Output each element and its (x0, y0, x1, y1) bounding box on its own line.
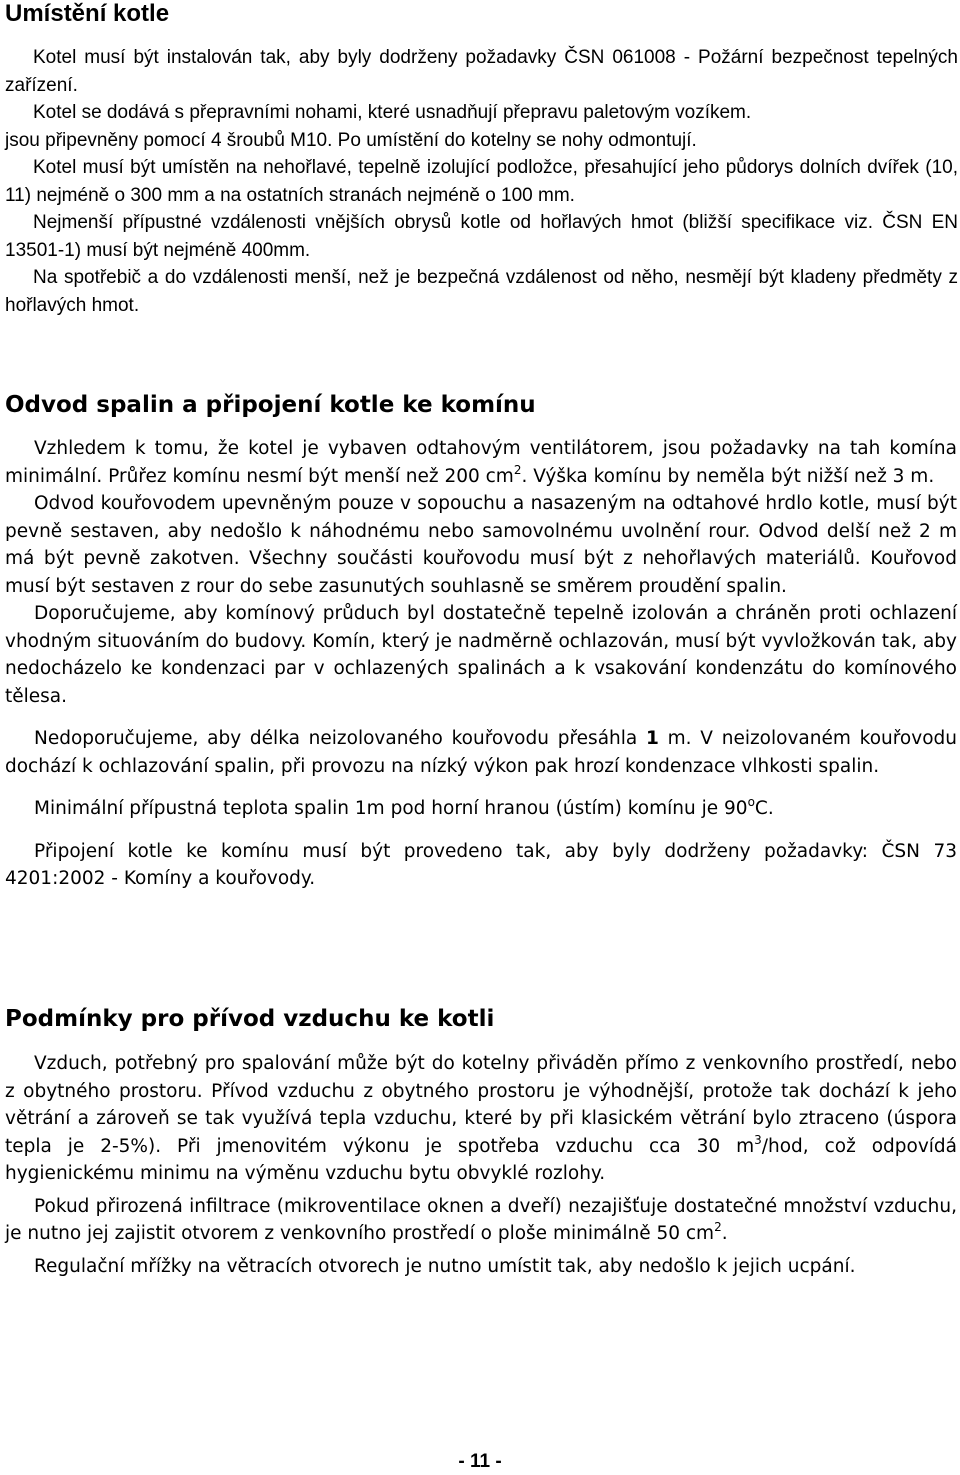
text-run: Vzduch, potřebný pro spalování může být do kotelny přiváděn přímo z venkovního prostředí, nebo z obytného prostoru. Přívod vzduchu z obytného prostoru je výhodnější, protože tak dochází k jeho větrání a zároveň se tak využívá tepla vzduchu, které by při klasickém větrání bylo ztraceno (úspora tepla je 2-5%). Při jmenovitém výkonu je spotřeba vzduchu cca 30 m (5, 1053, 957, 1157)
paragraph (5, 1193, 957, 1248)
superscript: o (747, 795, 755, 809)
section-title: Umístění kotle (5, 0, 170, 27)
paragraph: Připojení kotle ke komínu musí být provedeno tak, aby byly dodrženy požadavky: ČSN 73 4201:2002 - Komíny a kouřovody. (5, 840, 957, 889)
paragraph (5, 1050, 957, 1188)
paragraph: Kotel se dodává s přepravními nohami, které usnadňují přepravu paletovým vozíkem. (33, 102, 752, 123)
paragraph (5, 795, 957, 823)
bold-text: 1 (646, 728, 659, 749)
paragraph: Nejmenší přípustné vzdálenosti vnějších obrysů kotle od hořlavých hmot (bližší specifikace viz. ČSN EN 13501-1) musí být nejméně 400mm. (5, 212, 958, 261)
section-body (5, 44, 958, 319)
page-number: - 11 - (458, 1451, 502, 1472)
text-run: Minimální přípustná teplota spalin 1m pod horní hranou (ústím) komínu je 90 (34, 798, 748, 819)
text-run: m. V neizolovaném kouřovodu dochází k ochlazování spalin, při provozu na nízký výkon pak hrozí kondenzace vlhkosti spalin. (5, 728, 957, 777)
paragraph: Odvod kouřovodem upevněným pouze v sopouchu a nasazeným na odtahové hrdlo kotle, musí být pevně sestaven, aby nedošlo k náhodnému nebo samovolnému uvolnění rour. Odvod delší než 2 m má být pevně zakotven. Všechny součásti kouřovodu musí být z nehořlavých materiálů. Kouřovod musí být sestaven z rour do sebe zasunutých souhlasně se směrem proudění spalin. (5, 493, 957, 597)
paragraph (5, 725, 957, 780)
superscript: 3 (754, 1132, 762, 1147)
text-run: Vzhledem k tomu, že kotel je vybaven odtahovým ventilátorem, jsou požadavky na tah komína minimální. Průřez komínu nesmí být menší než 200 cm (5, 438, 957, 487)
section-body (5, 435, 957, 893)
text-run: /hod, což odpovídá hygienickému minimu na výměnu vzduchu bytu obvyklé rozlohy. (5, 1135, 957, 1184)
paragraph: Regulační mřížky na větracích otvorech je nutno umístit tak, aby nedošlo k jejich ucpání. (34, 1255, 856, 1277)
paragraph: Doporučujeme, aby komínový průduch byl dostatečně tepelně izolován a chráněn proti ochlazení vhodným situováním do budovy. Komín, který je nadměrně ochlazován, musí být vyvložkován tak, aby nedocházelo ke kondenzaci par v ochlazených spalinách a k vsakování kondenzátu do komínového tělesa. (5, 603, 957, 707)
section-title: Odvod spalin a připojení kotle ke komínu (5, 392, 536, 418)
paragraph: Na spotřebič a do vzdálenosti menší, než je bezpečná vzdálenost od něho, nesmějí být kladeny předměty z hořlavých hmot. (5, 267, 958, 316)
superscript: 2 (513, 462, 522, 477)
section-body (5, 1050, 957, 1280)
paragraph: Kotel musí být instalován tak, aby byly dodrženy požadavky ČSN 061008 - Požární bezpečnost tepelných zařízení. (5, 47, 958, 96)
text-run: Pokud přirozená infiltrace (mikroventilace oknen a dveří) nezajišťuje dostatečné množství vzduchu, je nutno jej zajistit otvorem z venkovního prostředí o ploše minimálně 50 cm (5, 1195, 957, 1244)
section-title: Podmínky pro přívod vzduchu ke kotli (5, 1006, 495, 1032)
paragraph (5, 435, 957, 490)
superscript: 2 (714, 1220, 722, 1234)
text-run: Nedoporučujeme, aby délka neizolovaného kouřovodu přesáhla (34, 728, 646, 749)
text-run: C. (754, 798, 774, 819)
paragraph: Kotel musí být umístěn na nehořlavé, tepelně izolující podložce, přesahující jeho půdorys dolních dvířek (10, 11) nejméně o 300 mm a na ostatních stranách nejméně o 100 mm. (5, 157, 958, 206)
text-run: . (721, 1223, 728, 1244)
text-run: . Výška komínu by neměla být nižší než 3 m. (521, 465, 935, 487)
paragraph: jsou připevněny pomocí 4 šroubů M10. Po umístění do kotelny se nohy odmontují. (5, 129, 697, 151)
